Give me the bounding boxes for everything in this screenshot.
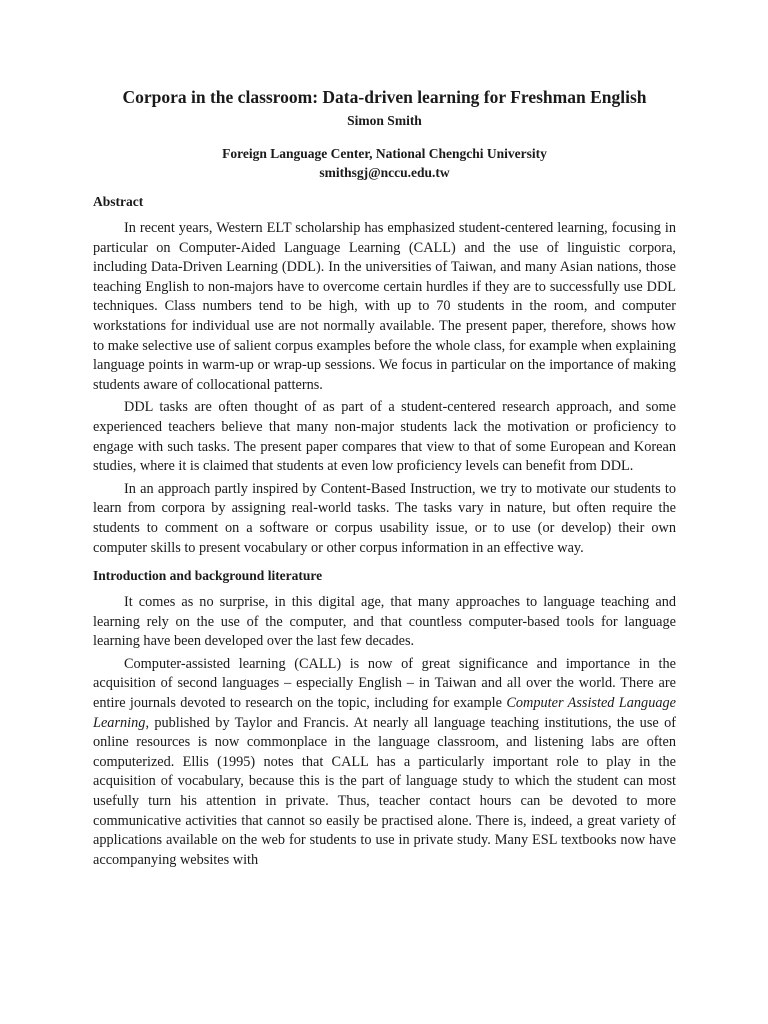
abstract-paragraph-2: DDL tasks are often thought of as part of a student-centered research approach, and some experienced teachers believe that many non-major students lack the motivation or proficiency to engage with such tasks. The present paper compares that view to that of some European and Korean studies, where it is claimed that students at even low proficiency levels can benefit from DDL. [93, 399, 676, 475]
author-email: smithsgj@nccu.edu.tw [319, 165, 450, 180]
paper-title: Corpora in the classroom: Data-driven learning for Freshman English [122, 87, 647, 107]
abstract-paragraph-1: In recent years, Western ELT scholarship has emphasized student-centered learning, focusing in particular on Computer-Aided Language Learning (CALL) and the use of linguistic corpora, including Data-Driven Learning (DDL). In the universities of Taiwan, and many Asian nations, those teaching English to non-majors have to overcome certain hurdles if they are to successfully use DDL techniques. Class numbers tend to be high, with up to 70 students in the room, and computer workstations for individual use are not normally available. The present paper, therefore, shows how to make selective use of salient corpus examples before the whole class, for example when explaining language points in warm-up or wrap-up sessions. We focus in particular on the importance of making students aware of collocational patterns. [93, 220, 676, 393]
journal-title: Computer Assisted Language Learning [93, 695, 676, 731]
introduction-paragraph-1: It comes as no surprise, in this digital age, that many approaches to language teaching and learning rely on the use of the computer, and that countless computer-based tools for language learning have been developed over the last few decades. [93, 594, 676, 650]
abstract-heading: Abstract [93, 194, 144, 209]
introduction-paragraph-2-text-b: , published by Taylor and Francis. At nearly all language teaching institutions, the use of online resources is now commonplace in the language classroom, and listening labs are often computerized. Ellis (1995) notes that CALL has a particularly important role to play in the acquisition of vocabulary, because this is the part of language study to which the student can most usefully turn his attention in private. Thus, teacher contact hours can be devoted to more communicative activities that cannot so easily be practised alone. There is, indeed, a great variety of applications available on the web for students to use in private study. Many ESL textbooks now have accompanying websites with [93, 714, 676, 868]
introduction-paragraph-2 [93, 655, 676, 871]
abstract-paragraph-3: In an approach partly inspired by Content-Based Instruction, we try to motivate our students to learn from corpora by assigning real-world tasks. The tasks vary in nature, but often require the students to comment on a software or corpus usability issue, or to use (or develop) their own computer skills to present vocabulary or other corpus information in an effective way. [93, 480, 676, 556]
paper-page [93, 86, 676, 873]
introduction-heading: Introduction and background literature [93, 568, 323, 584]
author-affiliation: Foreign Language Center, National Chengchi University [222, 146, 547, 161]
author-name: Simon Smith [347, 113, 422, 128]
introduction-paragraph-2-text-a: Computer-assisted learning (CALL) is now of great significance and importance in the acquisition of second languages – especially English – in Taiwan and all over the world. There are entire journals devoted to research on the topic, including for example [93, 655, 676, 712]
